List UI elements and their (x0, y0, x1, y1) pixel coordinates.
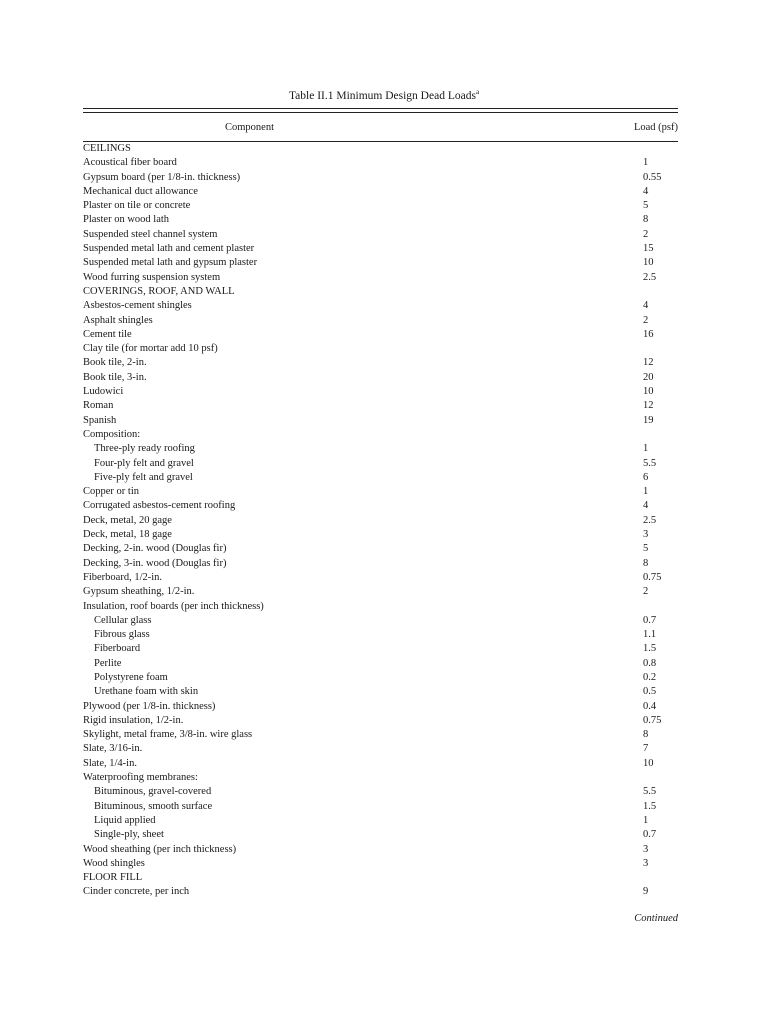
table-row (83, 828, 678, 842)
table-row (83, 371, 678, 385)
component-cell: Suspended metal lath and cement plaster (83, 243, 255, 255)
component-cell: Roman (83, 400, 114, 412)
load-cell: 10 (643, 757, 654, 769)
top-rule (83, 108, 678, 109)
load-cell: 4 (643, 185, 649, 197)
load-cell: 4 (643, 500, 649, 512)
load-cell: 19 (643, 414, 654, 426)
table-row (83, 843, 678, 857)
component-cell: Gypsum board (per 1/8-in. thickness) (83, 171, 241, 183)
load-cell: 20 (643, 371, 654, 383)
table-row (83, 414, 678, 428)
load-cell: 1.5 (643, 643, 657, 655)
table-row (83, 814, 678, 828)
header-load: Load (psf) (633, 122, 678, 133)
component-cell: Three-ply ready roofing (94, 443, 195, 455)
component-cell: Fiberboard, 1/2-in. (83, 571, 163, 583)
load-cell: 10 (643, 257, 654, 269)
component-cell: Cellular glass (94, 614, 152, 626)
component-cell: Wood furring suspension system (83, 271, 221, 283)
table-row (83, 628, 678, 642)
table-row (83, 685, 678, 699)
table-row (83, 499, 678, 513)
table-title (0, 88, 768, 102)
component-cell: Plywood (per 1/8-in. thickness) (83, 700, 216, 712)
component-cell: Slate, 3/16-in. (83, 743, 143, 755)
component-cell: Suspended steel channel system (83, 228, 218, 240)
load-cell: 1 (643, 443, 649, 455)
table-row (83, 785, 678, 799)
component-cell: Acoustical fiber board (83, 157, 177, 169)
table-row (83, 571, 678, 585)
table-row (83, 557, 678, 571)
component-cell: Bituminous, smooth surface (94, 800, 213, 812)
table-row (83, 528, 678, 542)
component-cell: Wood shingles (83, 857, 145, 869)
load-cell: 2 (643, 314, 649, 326)
load-cell: 0.55 (643, 171, 662, 183)
load-cell: 2.5 (643, 514, 657, 526)
load-cell: 12 (643, 357, 654, 369)
table-row (83, 742, 678, 756)
table-row (83, 242, 678, 256)
component-cell: Copper or tin (83, 486, 139, 498)
component-cell: Insulation, roof boards (per inch thickness) (83, 600, 264, 612)
table-row (83, 600, 678, 614)
component-cell: Asphalt shingles (83, 314, 153, 326)
table-row (83, 885, 678, 899)
load-cell: 5 (643, 543, 649, 555)
load-cell: 2.5 (643, 271, 657, 283)
component-cell: Book tile, 2-in. (83, 357, 147, 369)
table-row (83, 457, 678, 471)
load-cell: 0.7 (643, 614, 657, 626)
load-cell: 7 (643, 743, 649, 755)
load-cell: 5 (643, 200, 649, 212)
component-cell: Polystyrene foam (94, 671, 168, 683)
table-row (83, 271, 678, 285)
table-row (83, 256, 678, 270)
component-cell: Perlite (94, 657, 122, 669)
table-row (83, 171, 678, 185)
load-cell: 5.5 (643, 786, 657, 798)
load-cell: 3 (643, 843, 649, 855)
load-cell: 3 (643, 529, 649, 541)
component-cell: Book tile, 3-in. (83, 371, 147, 383)
table-row (83, 142, 678, 156)
table-row (83, 714, 678, 728)
footnote-mark: a (475, 88, 480, 96)
table-row (83, 385, 678, 399)
table-row (83, 728, 678, 742)
load-cell: 8 (643, 557, 649, 569)
component-cell: Cement tile (83, 328, 132, 340)
load-cell: 10 (643, 386, 654, 398)
load-cell: 5.5 (643, 457, 657, 469)
component-cell: Skylight, metal frame, 3/8-in. wire glass (83, 729, 253, 741)
component-cell: Rigid insulation, 1/2-in. (83, 714, 184, 726)
table-row (83, 399, 678, 413)
load-cell: 0.5 (643, 686, 657, 698)
load-cell: 15 (643, 243, 654, 255)
load-cell: 1 (643, 814, 649, 826)
table-row (83, 857, 678, 871)
load-cell: 16 (643, 328, 654, 340)
load-cell: 8 (643, 729, 649, 741)
table-row (83, 356, 678, 370)
table-row (83, 285, 678, 299)
component-cell: Bituminous, gravel-covered (94, 786, 212, 798)
component-cell: Urethane foam with skin (94, 686, 199, 698)
table-row (83, 757, 678, 771)
component-cell: CEILINGS (83, 143, 131, 154)
table-row (83, 199, 678, 213)
load-cell: 6 (643, 471, 649, 483)
component-cell: Corrugated asbestos-cement roofing (83, 500, 236, 512)
table-row (83, 657, 678, 671)
table-row (83, 428, 678, 442)
component-cell: Fibrous glass (94, 629, 150, 641)
load-cell: 0.75 (643, 714, 662, 726)
component-cell: Single-ply, sheet (94, 829, 164, 841)
component-cell: Spanish (83, 414, 117, 426)
load-cell: 0.75 (643, 571, 662, 583)
table-row (83, 514, 678, 528)
top-rule-second (83, 112, 678, 113)
component-cell: Wood sheathing (per inch thickness) (83, 843, 237, 855)
component-cell: Fiberboard (94, 643, 141, 655)
load-cell: 1 (643, 157, 649, 169)
load-cell: 1.1 (643, 629, 657, 641)
component-cell: Decking, 2-in. wood (Douglas fir) (83, 543, 227, 555)
table-row (83, 800, 678, 814)
component-cell: Suspended metal lath and gypsum plaster (83, 257, 258, 269)
component-cell: Plaster on tile or concrete (83, 200, 191, 212)
load-cell: 0.2 (643, 671, 657, 683)
header-component: Component (225, 122, 274, 133)
component-cell: Mechanical duct allowance (83, 185, 198, 197)
table-row (83, 156, 678, 170)
component-cell: Asbestos-cement shingles (83, 300, 192, 312)
table-row (83, 642, 678, 656)
table-row (83, 299, 678, 313)
table-row (83, 314, 678, 328)
load-cell: 9 (643, 886, 649, 898)
component-cell: Plaster on wood lath (83, 214, 170, 226)
component-cell: Liquid applied (94, 814, 156, 826)
component-cell: Cinder concrete, per inch (83, 886, 190, 898)
load-cell: 8 (643, 214, 649, 226)
table-row (83, 442, 678, 456)
continued-note: Continued (634, 913, 678, 924)
component-cell: Four-ply felt and gravel (94, 457, 194, 469)
component-cell: Gypsum sheathing, 1/2-in. (83, 586, 195, 598)
table-row (83, 328, 678, 342)
table-row (83, 185, 678, 199)
table-row (83, 213, 678, 227)
load-cell: 0.7 (643, 829, 657, 841)
table-row (83, 671, 678, 685)
table-row (83, 542, 678, 556)
table-row (83, 471, 678, 485)
table-row (83, 228, 678, 242)
component-cell: Deck, metal, 20 gage (83, 514, 172, 526)
table-row (83, 871, 678, 885)
table-title-text: Table II.1 Minimum Design Dead Loads (288, 89, 476, 102)
table-row (83, 771, 678, 785)
table-row (83, 585, 678, 599)
component-cell: COVERINGS, ROOF, AND WALL (83, 285, 235, 297)
load-cell: 3 (643, 857, 649, 869)
load-cell: 0.4 (643, 700, 657, 712)
component-cell: Deck, metal, 18 gage (83, 529, 172, 541)
component-cell: Decking, 3-in. wood (Douglas fir) (83, 557, 227, 569)
load-cell: 4 (643, 300, 649, 312)
table-row (83, 342, 678, 356)
table-row (83, 485, 678, 499)
component-cell: Ludowici (83, 386, 124, 398)
table-row (83, 614, 678, 628)
component-cell: Clay tile (for mortar add 10 psf) (83, 343, 218, 355)
load-cell: 12 (643, 400, 654, 412)
load-cell: 1.5 (643, 800, 657, 812)
load-cell: 1 (643, 486, 649, 498)
table-body (83, 142, 678, 900)
component-cell: Composition: (83, 428, 141, 440)
component-cell: Five-ply felt and gravel (94, 471, 193, 483)
component-cell: Waterproofing membranes: (83, 772, 198, 784)
load-cell: 0.8 (643, 657, 657, 669)
load-cell: 2 (643, 228, 649, 240)
component-cell: FLOOR FILL (83, 872, 143, 884)
table-row (83, 700, 678, 714)
load-cell: 2 (643, 586, 649, 598)
component-cell: Slate, 1/4-in. (83, 757, 137, 769)
